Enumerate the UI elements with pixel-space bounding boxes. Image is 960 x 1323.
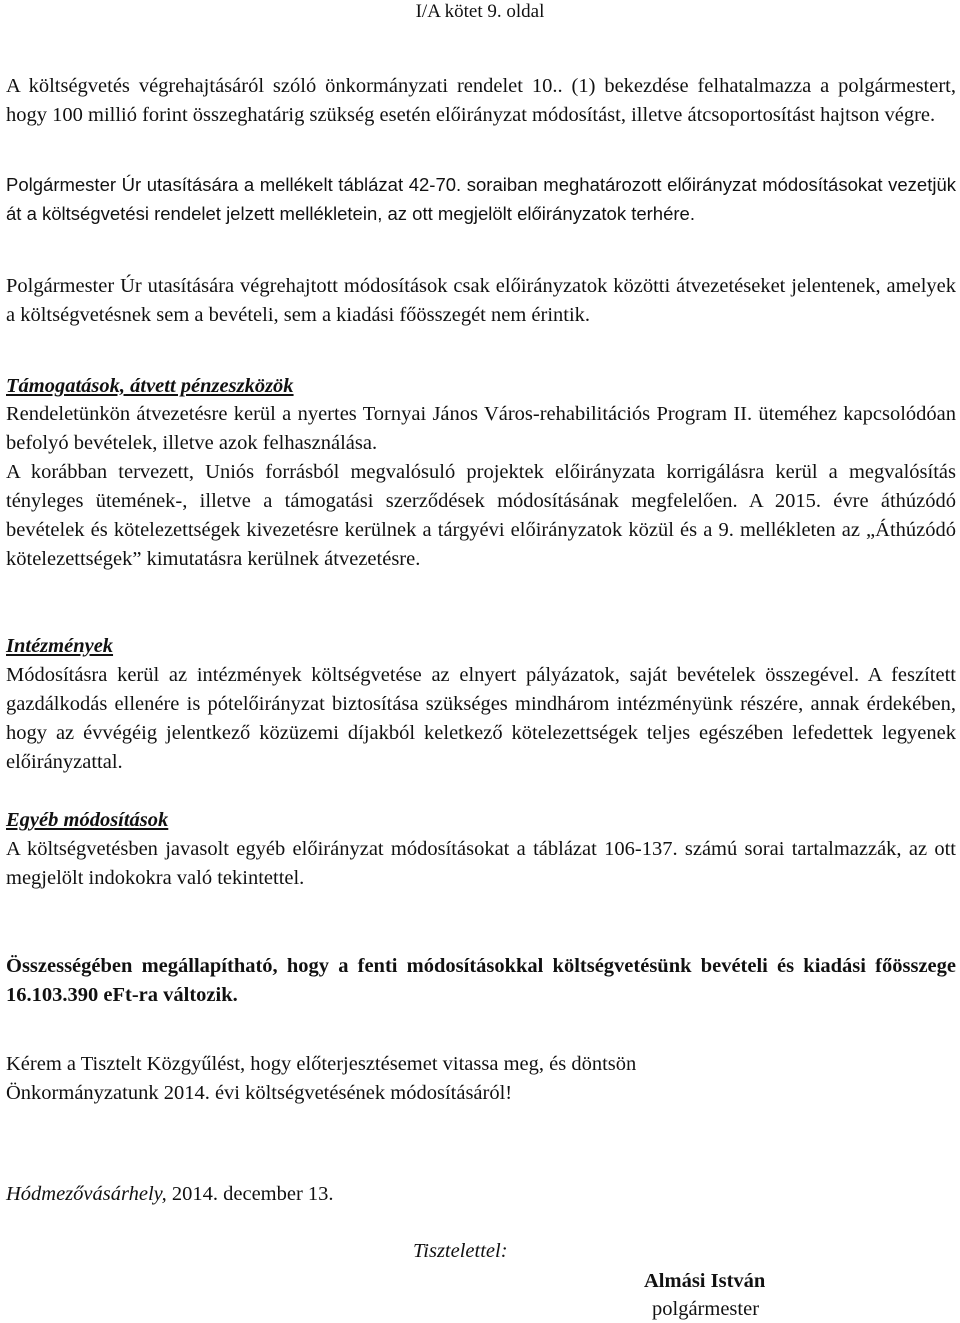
closing-place: Hódmezővásárhely, xyxy=(6,1183,167,1205)
signer-name: Almási István xyxy=(644,1270,766,1292)
place-date-line xyxy=(6,1180,334,1208)
section-grants-paragraph-2: A korábban tervezett, Uniós forrásból megvalósuló projektek előirányzata korrigálásra kerül a megvalósítás tényleges ütemének-, illetve a támogatási szerződések módosításának megfelelően. A 2015. évre áthúzódó bevételek és kötelezettségek kivezetésre kerülnek a tárgyévi előirányzatok közül és a 9. mellékleten az „Áthúzódó kötelezettségek” kimutatásra kerülnek átvezetésre. xyxy=(6,461,956,570)
section-institutions-title: Intézmények xyxy=(6,635,114,657)
request-line-2: Önkormányzatunk 2014. évi költségvetésének módosításáról! xyxy=(6,1082,513,1104)
closing-salutation: Tisztelettel: xyxy=(413,1240,508,1262)
intro-paragraph-1: A költségvetés végrehajtásáról szóló önkormányzati rendelet 10.. (1) bekezdése felhatalmazza a polgármestert, hogy 100 millió forint összeghatárig szükség esetén előirányzat módosítást, illetve átcsoportosítást hajtson végre. xyxy=(6,75,956,126)
section-grants-paragraph-1: Rendeletünkön átvezetésre kerül a nyertes Tornyai János Város-rehabilitációs Program II. üteméhez kapcsolódóan befolyó bevételek, illetve azok felhasználása. xyxy=(6,403,956,454)
signer-title: polgármester xyxy=(652,1298,760,1320)
section-other-title: Egyéb módosítások xyxy=(6,809,169,831)
intro-paragraph-2: Polgármester Úr utasítására a mellékelt táblázat 42-70. soraiban meghatározott előirányzat módosításokat vezetjük át a költségvetési rendelet jelzett mellékletein, az ott megjelölt előirányzatok terhére. xyxy=(6,174,956,224)
section-institutions-paragraph: Módosításra kerül az intézmények költségvetése az elnyert pályázatok, saját bevételek összegével. A feszített gazdálkodás ellenére is pótelőirányzat biztosítása szükséges mindhárom intézményünk részére, annak érdekében, hogy az évvégéig jelentkező közüzemi díjakból keletkező kötelezettségek teljes egészében lefedettek legyenek előirányzattal. xyxy=(6,664,956,773)
request-line-1: Kérem a Tisztelt Közgyűlést, hogy előterjesztésemet vitassa meg, és döntsön xyxy=(6,1053,637,1075)
section-grants-title: Támogatások, átvett pénzeszközök xyxy=(6,375,294,397)
section-other-paragraph: A költségvetésben javasolt egyéb előirányzat módosításokat a táblázat 106-137. számú sorai tartalmazzák, az ott megjelölt indokokra való tekintettel. xyxy=(6,838,956,889)
closing-date: 2014. december 13. xyxy=(171,1183,334,1205)
summary-paragraph: Összességében megállapítható, hogy a fenti módosításokkal költségvetésünk bevételi és kiadási főösszege 16.103.390 eFt-ra változik. xyxy=(6,955,956,1006)
intro-paragraph-3: Polgármester Úr utasítására végrehajtott módosítások csak előirányzatok közötti átvezetéseket jelentenek, amelyek a költségvetésnek sem a bevételi, sem a kiadási főösszegét nem érintik. xyxy=(6,275,956,326)
page-header: I/A kötet 9. oldal xyxy=(415,1,545,22)
